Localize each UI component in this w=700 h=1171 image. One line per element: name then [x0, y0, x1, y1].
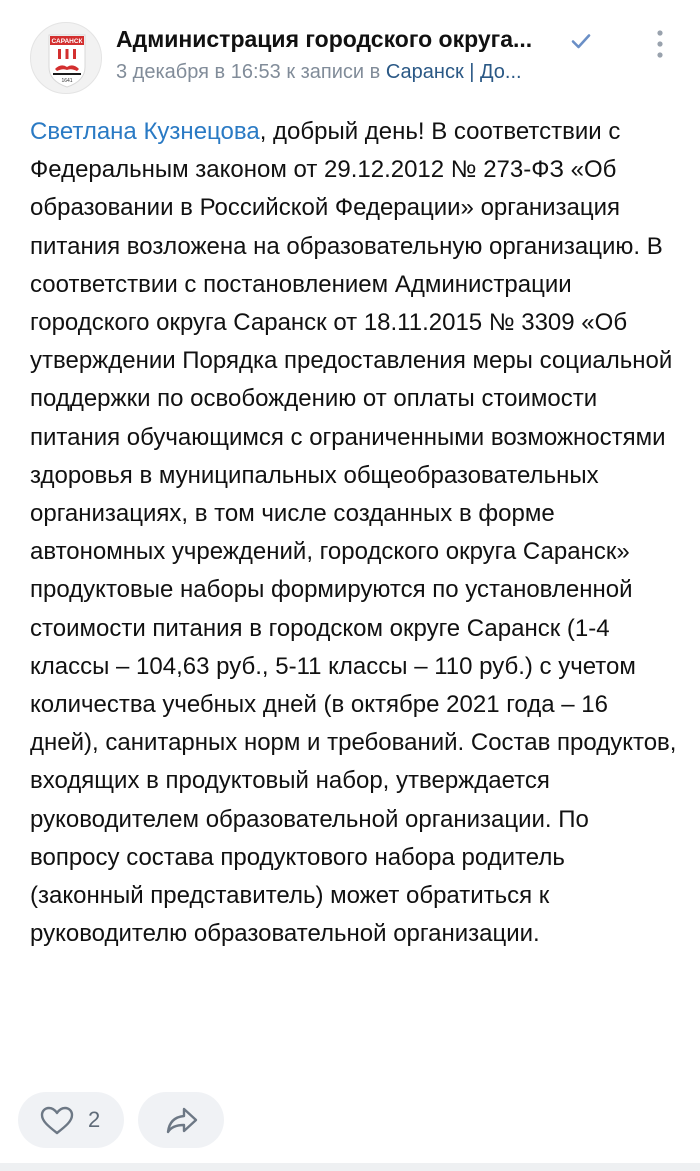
heart-icon [40, 1106, 74, 1136]
post-author[interactable]: Администрация городского округа... [116, 26, 533, 52]
comment-text [30, 113, 680, 953]
post-timestamp[interactable]: 3 декабря в 16:53 [116, 61, 281, 83]
post-meta [116, 58, 596, 86]
mention-link[interactable]: Светлана Кузнецова [30, 118, 260, 145]
checkmark-icon [570, 30, 592, 52]
more-vertical-icon[interactable] [648, 26, 672, 62]
divider [0, 1163, 700, 1171]
share-icon [165, 1106, 199, 1136]
avatar-year: 1641 [61, 78, 73, 84]
share-button[interactable] [138, 1092, 224, 1148]
like-button[interactable] [18, 1092, 124, 1148]
post-context-prefix: к записи в [286, 61, 381, 83]
post-header [0, 0, 700, 100]
comment-body: , добрый день! В соответствии с Федеральным законом от 29.12.2012 № 273-ФЗ «Об образовании в Российской Федерации» организация питания возложена на образовательную организацию. В соответствии с постановлением Администрации городского округа Саранск от 18.11.2015 № 3309 «Об утверждении Порядка предоставления меры социальной поддержки по освобождению от оплаты стоимости питания обучающимся с ограниченными возможностями здоровья в муниципальных общеобразовательных организациях, в том числе созданных в форме автономных учреждений, городского округа Саранск» продуктовые наборы формируются по установленной стоимости питания в городском округе Саранск (1-4 классы – 104,63 руб., 5-11 классы – 110 руб.) с учетом количества учебных дней (в октябре 2021 года – 16 дней), санитарных норм и требований. Состав продуктов, входящих в продуктовый набор, утверждается руководителем образовательной организации. По вопросу состава продуктового набора родитель (законный представитель) может обратиться к руководителю образовательной организации. [30, 118, 677, 948]
avatar[interactable] [30, 22, 102, 94]
avatar-logo-text: САРАНСК [51, 38, 83, 45]
post-context-link[interactable]: Саранск | До... [385, 61, 522, 83]
coat-of-arms-icon [31, 23, 102, 94]
like-count: 2 [88, 1107, 101, 1132]
